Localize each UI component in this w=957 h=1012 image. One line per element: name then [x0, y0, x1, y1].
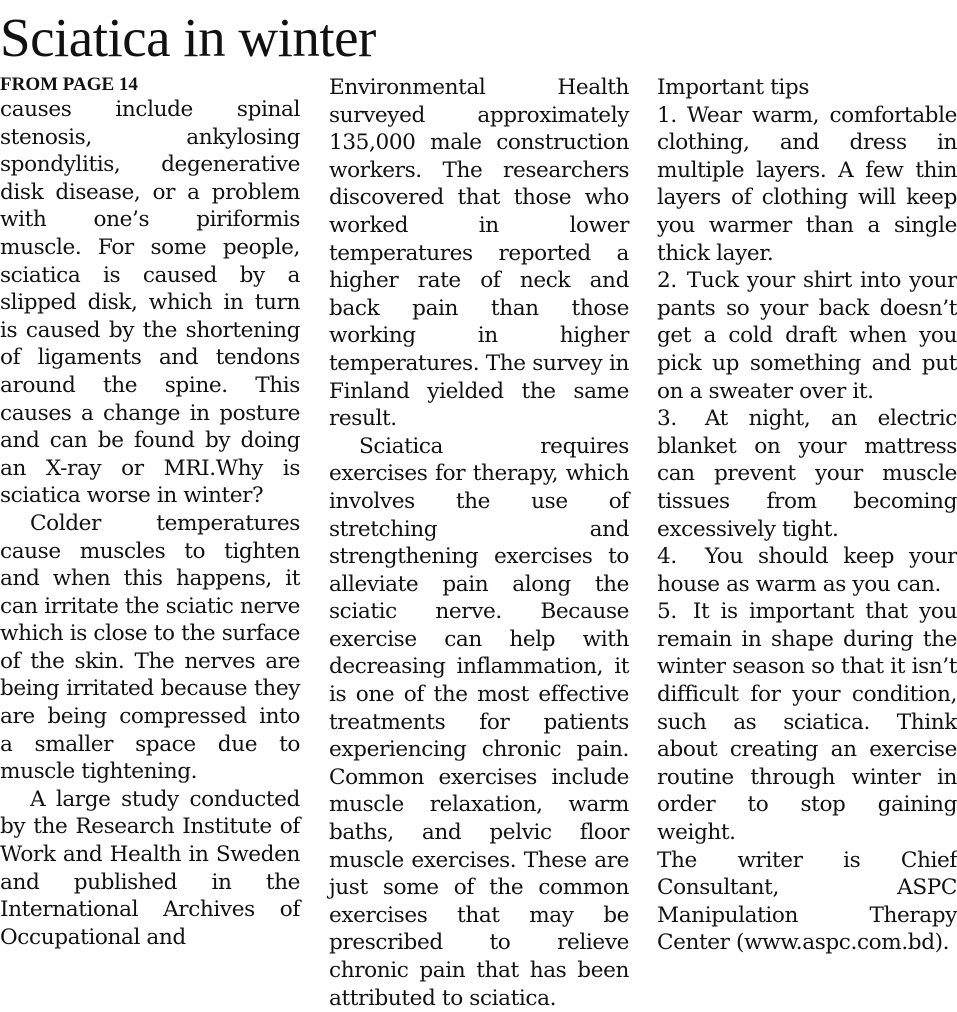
article-column-2	[329, 74, 629, 1012]
tip-text: Wear warm, comfortable clothing, and dress in multiple layers. A few thin layers of clothing will keep you warmer than a single thick layer.	[657, 102, 957, 266]
tip-text: At night, an electric blanket on your mattress can prevent your muscle tissues from becoming excessively tight.	[657, 406, 957, 542]
paragraph: Colder temperatures cause muscles to tighten and when this happens, it can irritate the sciatic nerve which is close to the surface of the skin. The nerves are being irritated because they are being compressed into a smaller space due to muscle tightening.	[0, 510, 300, 785]
paragraph: Environmental Health surveyed approximately 135,000 male construction workers. The researchers discovered that those who worked in lower temperatures reported a higher rate of neck and back pain than those working in higher temperatures. The survey in Finland yielded the same result.	[329, 75, 629, 432]
paragraph: Sciatica requires exercises for therapy, which involves the use of stretching and strengthening exercises to alleviate pain along the sciatic nerve. Because exercise can help with decreasing inflammation, it is one of the most effective treatments for patients experiencing chronic pain. Common exercises include muscle relaxation, warm baths, and pelvic floor muscle exercises. These are just some of the common exercises that may be prescribed to relieve chronic pain that has been attributed to sciatica.	[329, 433, 629, 1011]
tip-number: 1.	[657, 102, 677, 128]
paragraph: A large study conducted by the Research Institute of Work and Health in Sweden and published in the International Archives of Occupational and	[0, 786, 300, 950]
tip-number: 3.	[657, 406, 677, 432]
tip-text: It is important that you remain in shape during the winter season so that it isn’t difficult for your condition, such as sciatica. Think about creating an exercise routine through winter in order to stop gaining weight.	[657, 599, 957, 846]
tip-item	[657, 598, 957, 846]
tip-item	[657, 267, 957, 405]
tip-item	[657, 543, 957, 598]
article-column-1	[0, 74, 300, 951]
author-byline: The writer is Chief Consultant, ASPC Manipulation Therapy Center (www.aspc.com.bd).	[657, 847, 957, 956]
tip-item	[657, 102, 957, 268]
tip-text: Tuck your shirt into your pants so your back doesn’t get a cold draft when you pick up something and put on a sweater over it.	[657, 268, 957, 404]
tip-number: 4.	[657, 544, 677, 570]
tip-text: You should keep your house as warm as you can.	[657, 544, 957, 597]
continued-from-label: FROM PAGE 14	[0, 74, 138, 95]
headline: Sciatica in winter	[0, 7, 376, 68]
tip-number: 5.	[657, 599, 677, 625]
article-column-3	[657, 74, 957, 957]
tips-heading: Important tips	[657, 75, 810, 100]
tip-item	[657, 405, 957, 543]
paragraph: causes include spinal stenosis, ankylosing spondylitis, degenerative disk disease, or a problem with one’s piriformis muscle. For some people, sciatica is caused by a slipped disk, which in turn is caused by the shortening of ligaments and tendons around the spine. This causes a change in posture and can be found by doing an X-ray or MRI.Why is sciatica worse in winter?	[0, 97, 300, 509]
tip-number: 2.	[657, 268, 677, 294]
